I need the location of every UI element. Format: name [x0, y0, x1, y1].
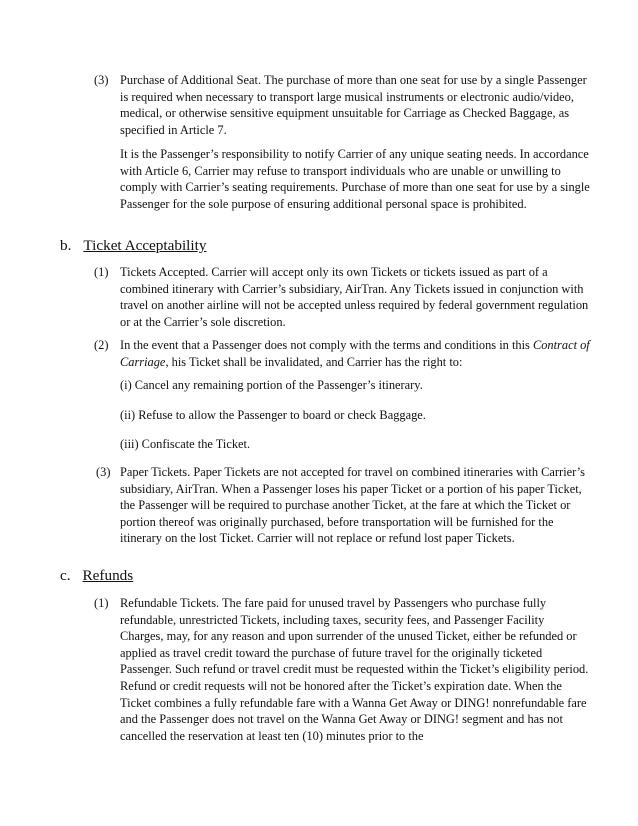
item-number: (3) — [96, 465, 111, 479]
item-number: (2) — [94, 338, 109, 352]
sub-clause-text: (ii) Refuse to allow the Passenger to board or check Baggage. — [120, 408, 426, 422]
text-part: In the event that a Passenger does not comply with the terms and conditions in this — [120, 338, 533, 352]
section-title: Ticket Acceptability — [83, 237, 207, 254]
clause-text — [120, 337, 590, 370]
section-heading-c — [60, 566, 133, 585]
clause-text: Refundable Tickets. The fare paid for unused travel by Passengers who purchase fully refundable, unrestricted Tickets, including taxes, security fees, and Passenger Facility Charges, may, for any reason and upon surrender of the unused Ticket, either be refunded or applied as travel credit toward the purchase of future travel for the originally ticketed Passenger. Such refund or travel credit must be requested within the Ticket’s eligibility period. Refund or credit requests will not be honored after the Ticket’s expiration date. When the Ticket combines a fully refundable fare with a Wanna Get Away or DING! nonrefundable fare and the Passenger does not travel on the Wanna Get Away or DING! segment and has not cancelled the reservation at least ten (10) minutes prior to the — [120, 596, 589, 743]
item-number: (3) — [94, 73, 109, 87]
section-letter: c. — [60, 567, 71, 584]
clause-text: Purchase of Additional Seat. The purchase of more than one seat for use by a single Passenger is required when necessary to transport large musical instruments or electronic audio/video, medical, or otherwise sensitive equipment unsuitable for Carriage as Checked Baggage, as specified in Article 7. — [120, 73, 587, 137]
text-part: , his Ticket shall be invalidated, and Carrier has the right to: — [165, 354, 463, 369]
clause-text: Paper Tickets. Paper Tickets are not accepted for travel on combined itineraries with Carrier’s subsidiary, AirTran. When a Passenger loses his paper Ticket or a portion of his paper Ticket, the Passenger will be required to purchase another Ticket, at the fare at which the Ticket or portion thereof was originally purchased, before transportation will be furnished for the itinerary on the lost Ticket. Carrier will not replace or refund lost paper Tickets. — [120, 465, 585, 546]
sub-clause-text: (iii) Confiscate the Ticket. — [120, 437, 251, 451]
clause-text: Tickets Accepted. Carrier will accept only its own Tickets or tickets issued as part of a combined itinerary with Carrier’s subsidiary, AirTran. Any Tickets issued in conjunction with travel on another airline will not be accepted unless required by federal government regulation or at the Carrier’s sole discretion. — [120, 265, 589, 329]
section-letter: b. — [60, 237, 72, 254]
clause-text: It is the Passenger’s responsibility to notify Carrier of any unique seating needs. In accordance with Article 6, Carrier may refuse to transport individuals who are unable or unwilling to comply with Carrier’s seating requirements. Purchase of more than one seat for use by a single Passenger for the sole purpose of ensuring additional personal space is prohibited. — [120, 147, 590, 211]
item-number: (1) — [94, 596, 109, 610]
section-title: Refunds — [82, 567, 134, 584]
section-heading-b — [60, 236, 206, 255]
item-number: (1) — [94, 265, 109, 279]
sub-clause-text: (i) Cancel any remaining portion of the Passenger’s itinerary. — [120, 378, 423, 392]
contract-title: Contract of Carriage — [120, 338, 590, 369]
